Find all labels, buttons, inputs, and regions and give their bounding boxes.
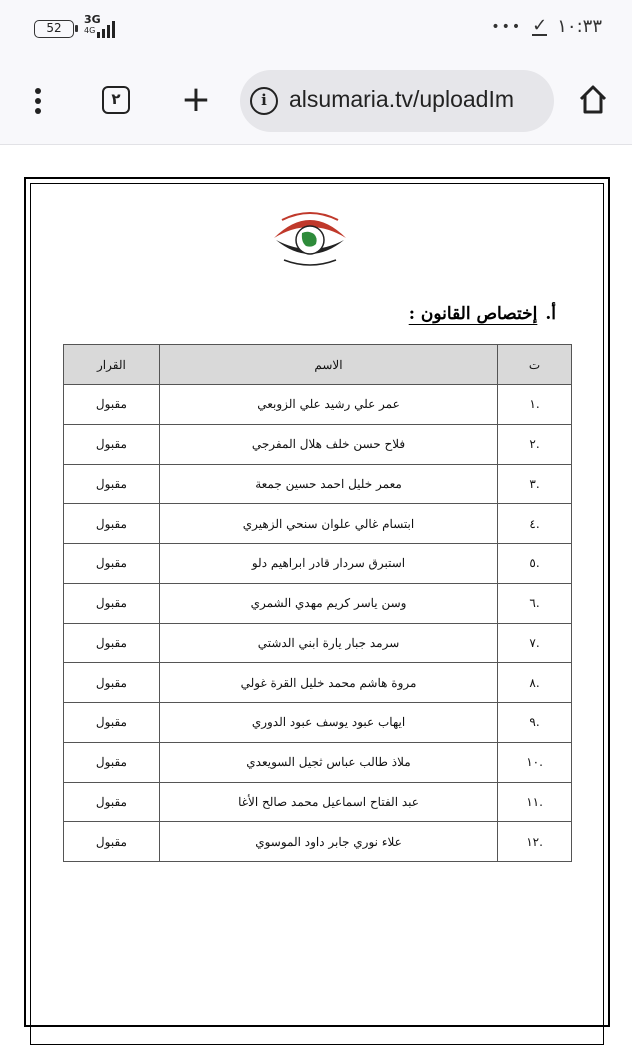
table-row [64, 623, 572, 663]
network-sub-label: 4G [84, 26, 96, 35]
row-number: .٣ [498, 464, 572, 504]
row-decision: مقبول [64, 742, 160, 782]
row-decision: مقبول [64, 623, 160, 663]
row-decision: مقبول [64, 822, 160, 862]
row-number: .٤ [498, 504, 572, 544]
row-name: سرمد جبار يارة ابني الدشتي [159, 623, 497, 663]
download-done-icon: ✓ [532, 14, 548, 36]
battery-icon [34, 20, 74, 38]
row-number: .٥ [498, 544, 572, 584]
plus-icon: + [180, 79, 212, 120]
address-bar[interactable] [240, 70, 554, 132]
header-number: ت [498, 345, 572, 385]
row-decision: مقبول [64, 544, 160, 584]
row-decision: مقبول [64, 782, 160, 822]
section-heading [409, 304, 556, 324]
table-row [64, 464, 572, 504]
table-row [64, 822, 572, 862]
section-letter: أ. [545, 304, 556, 324]
status-bar [0, 0, 632, 60]
row-decision: مقبول [64, 583, 160, 623]
tabs-button[interactable] [102, 86, 130, 114]
row-decision: مقبول [64, 385, 160, 425]
row-number: .١ [498, 385, 572, 425]
row-number: .١١ [498, 782, 572, 822]
url-text[interactable]: alsumaria.tv/uploadIm [289, 86, 514, 112]
tab-count: ٢ [111, 90, 121, 108]
row-name: عمر علي رشيد علي الزوبعي [159, 385, 497, 425]
table-row [64, 544, 572, 584]
row-name: فلاح حسن خلف هلال المفرجي [159, 424, 497, 464]
table-header-row [64, 345, 572, 385]
table-row [64, 385, 572, 425]
header-decision: القرار [64, 345, 160, 385]
table-row [64, 424, 572, 464]
table-row [64, 504, 572, 544]
info-icon[interactable]: i [250, 87, 278, 115]
candidates-table [63, 344, 572, 862]
table-row [64, 742, 572, 782]
signal-icon [97, 18, 115, 38]
battery-level: 52 [46, 21, 62, 35]
row-decision: مقبول [64, 703, 160, 743]
row-number: .٨ [498, 663, 572, 703]
more-vert-icon[interactable] [28, 84, 48, 118]
new-tab-button[interactable] [178, 78, 214, 122]
status-right [491, 16, 602, 37]
home-icon[interactable] [578, 82, 608, 118]
row-number: .٩ [498, 703, 572, 743]
row-name: وسن ياسر كريم مهدي الشمري [159, 583, 497, 623]
integrity-commission-logo [270, 208, 350, 270]
row-number: .١٠ [498, 742, 572, 782]
row-decision: مقبول [64, 464, 160, 504]
notification-dots: ••• [491, 18, 523, 35]
row-number: .٢ [498, 424, 572, 464]
row-name: مروة هاشم محمد خليل القرة غولي [159, 663, 497, 703]
row-name: عبد الفتاح اسماعيل محمد صالح الأغا [159, 782, 497, 822]
row-name: ايهاب عبود يوسف عبود الدوري [159, 703, 497, 743]
table-row [64, 583, 572, 623]
row-decision: مقبول [64, 504, 160, 544]
table-row [64, 782, 572, 822]
row-name: استبرق سردار قادر ابراهيم دلو [159, 544, 497, 584]
row-name: علاء نوري جابر داود الموسوي [159, 822, 497, 862]
row-name: معمر خليل احمد حسين جمعة [159, 464, 497, 504]
row-name: ابتسام غالي علوان سنحي الزهيري [159, 504, 497, 544]
header-name: الاسم [159, 345, 497, 385]
row-number: .٦ [498, 583, 572, 623]
row-decision: مقبول [64, 663, 160, 703]
browser-toolbar [0, 60, 632, 145]
network-label: 3G [84, 13, 101, 26]
row-number: .١٢ [498, 822, 572, 862]
clock: ١٠:٣٣ [557, 16, 602, 37]
table-row [64, 663, 572, 703]
row-name: ملاذ طالب عباس ثجيل السويعدي [159, 742, 497, 782]
row-number: .٧ [498, 623, 572, 663]
section-title: إختصاص القانون : [408, 304, 538, 324]
table-row [64, 703, 572, 743]
row-decision: مقبول [64, 424, 160, 464]
